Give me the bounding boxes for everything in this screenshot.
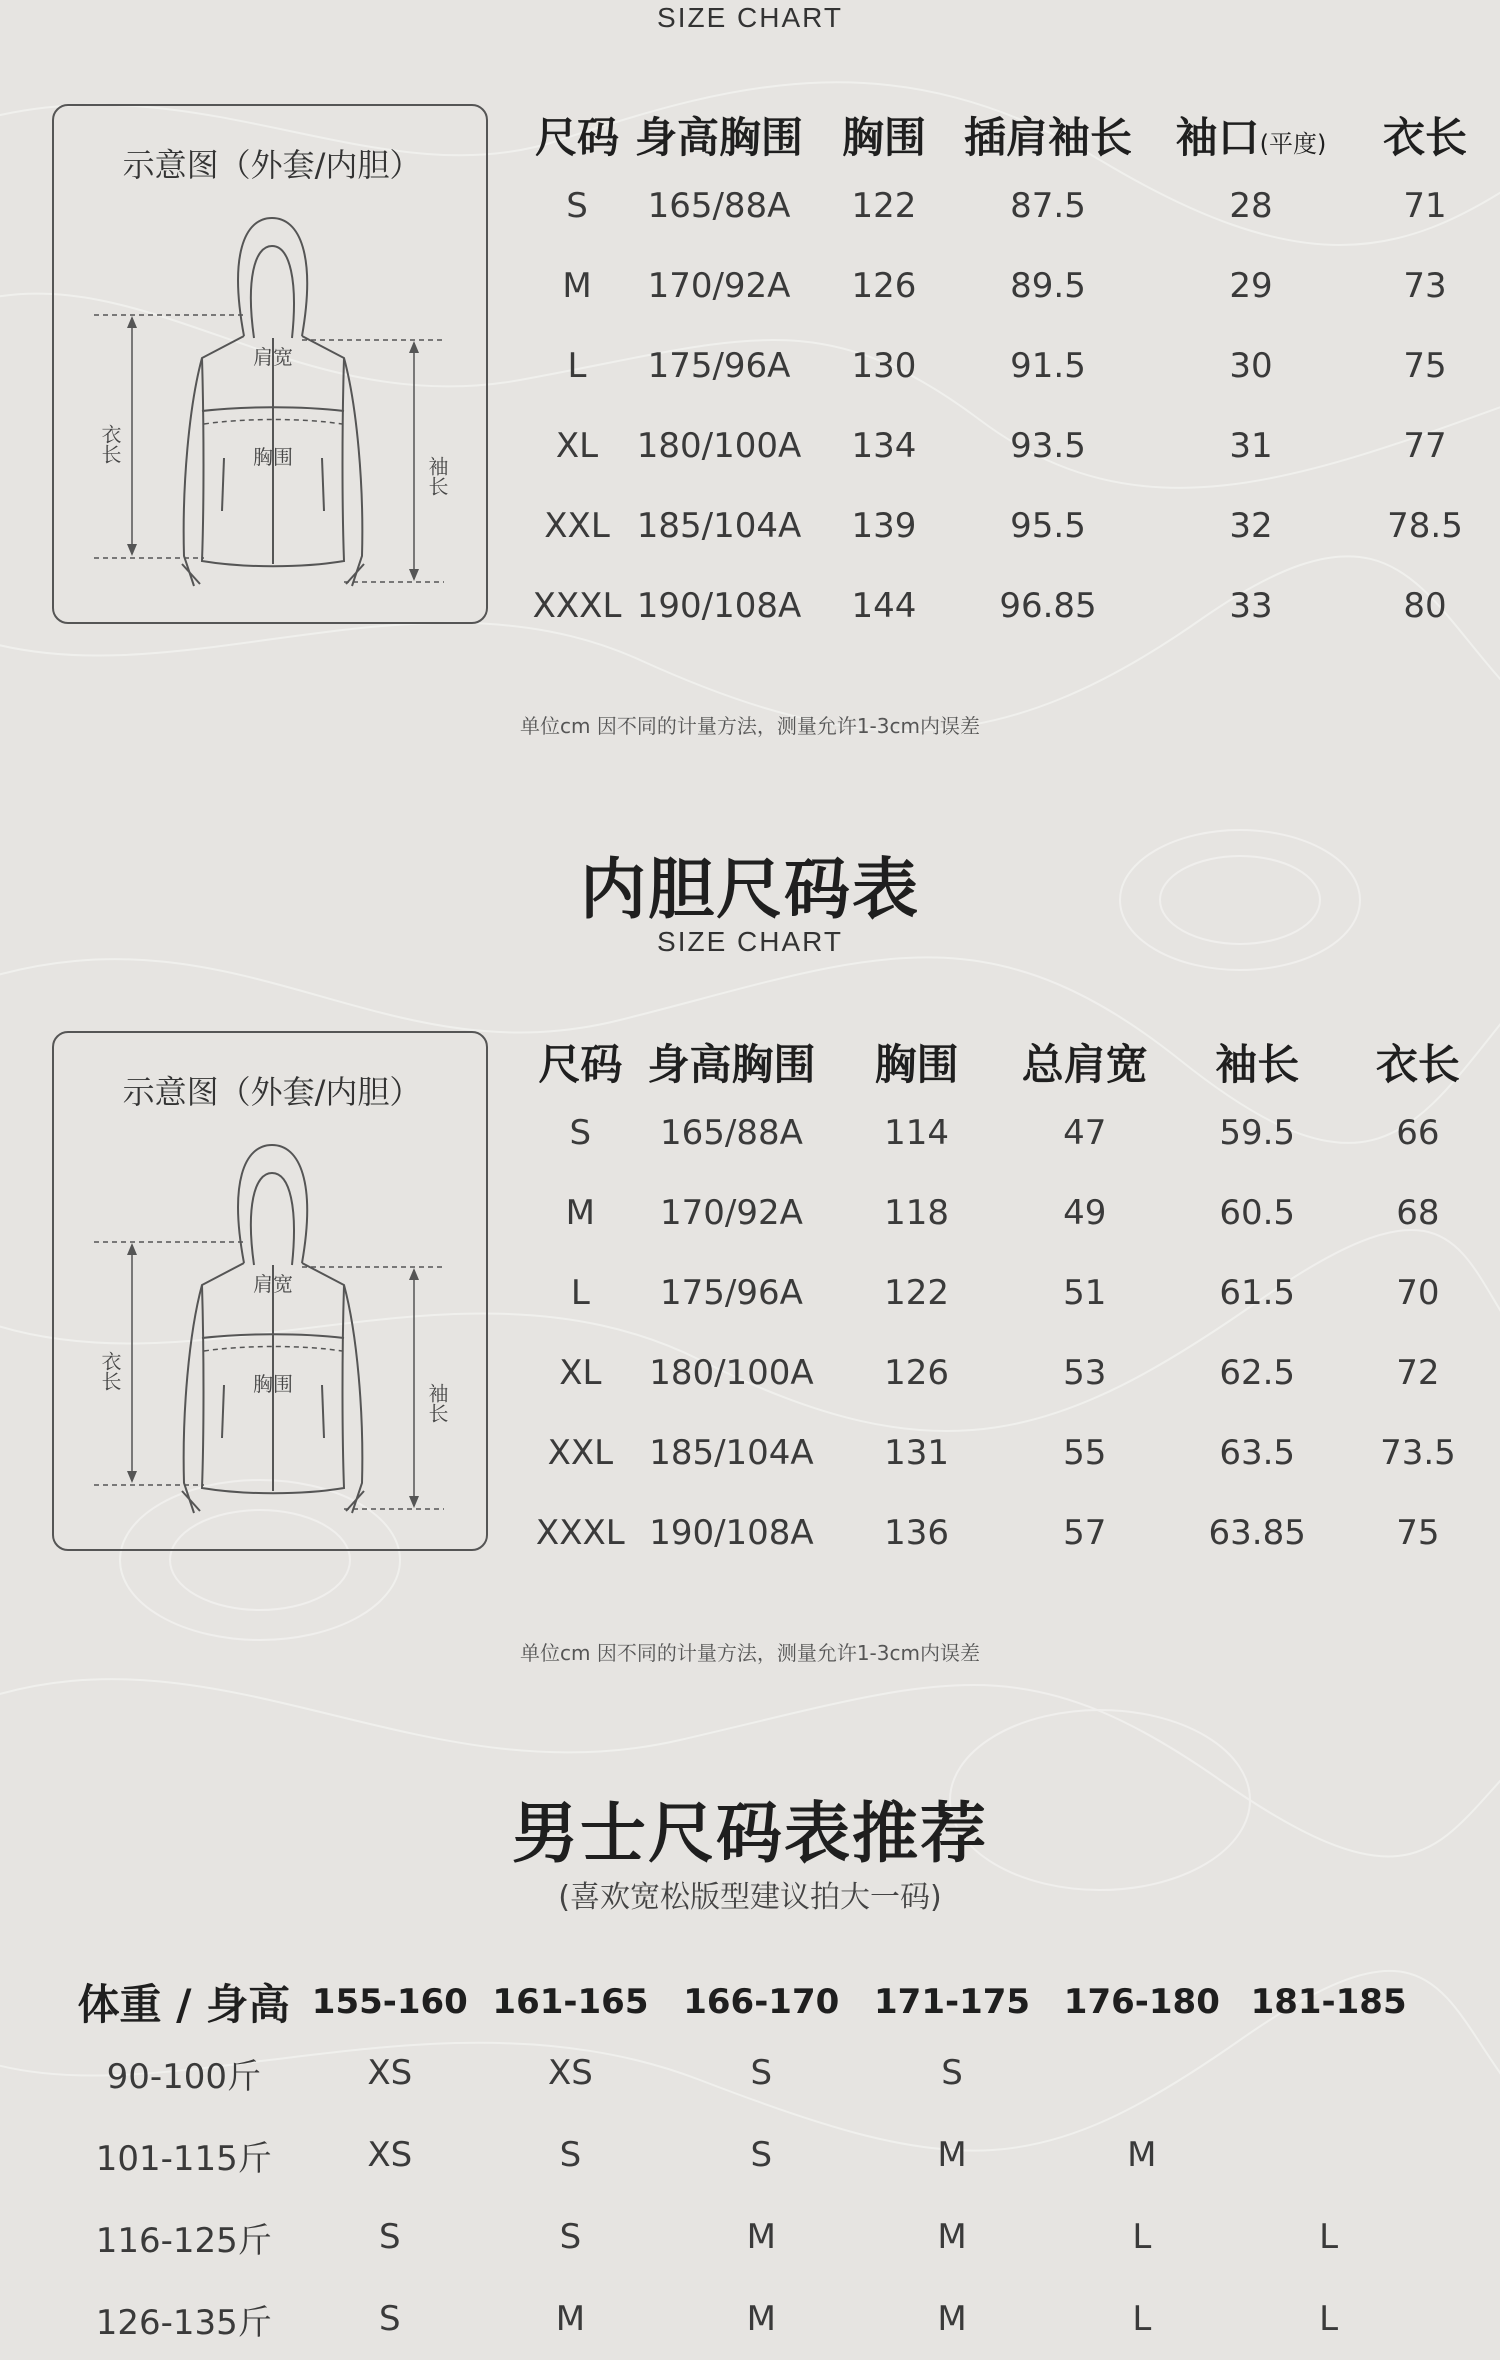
cell-size: M: [555, 2299, 586, 2339]
cell-size: XXL: [544, 506, 610, 546]
cell-size: S: [941, 2053, 963, 2093]
cell-length: 78.5: [1387, 506, 1463, 546]
inner-measurement-note: 单位cm 因不同的计量方法，测量允许1-3cm内误差: [520, 1641, 980, 1665]
cell-sleeve: 87.5: [1010, 186, 1086, 226]
length-label: 衣长: [98, 1351, 122, 1391]
inner-size-diagram: [52, 1031, 488, 1551]
table-row: [62, 2032, 1422, 2114]
cell-sleeve: 62.5: [1219, 1353, 1296, 1393]
table-row: [525, 1493, 1485, 1573]
header-length: 衣长: [1382, 113, 1467, 162]
header-chest: 胸围: [874, 1040, 959, 1089]
cell-chest: 130: [851, 346, 917, 386]
inner-size-chart-subtitle: SIZE CHART: [657, 926, 843, 957]
cell-chest: 122: [851, 186, 917, 226]
cell-shoulder: 47: [1063, 1113, 1107, 1153]
table-header-row: [525, 104, 1485, 166]
cell-length: 70: [1396, 1273, 1440, 1313]
cell-chest: 139: [851, 506, 917, 546]
cell-sleeve: 61.5: [1219, 1273, 1296, 1313]
outer-size-diagram: [52, 104, 488, 624]
cell-length: 68: [1396, 1193, 1440, 1233]
diagram-caption: 示意图（外套/内胆）: [122, 146, 422, 184]
cell-sleeve: 63.85: [1208, 1513, 1306, 1553]
cell-size: M: [1127, 2135, 1157, 2175]
table-row: [525, 1253, 1485, 1333]
table-row: [525, 566, 1485, 646]
header-height-range: 171-175: [874, 1982, 1031, 2022]
cell-chest: 144: [851, 586, 917, 626]
cell-height-chest: 165/88A: [647, 186, 791, 226]
table-row: [525, 1093, 1485, 1173]
cell-sleeve: 60.5: [1219, 1193, 1296, 1233]
cell-length: 66: [1396, 1113, 1440, 1153]
cell-height-chest: 180/100A: [649, 1353, 814, 1393]
header-height-chest: 身高胸围: [647, 1040, 816, 1089]
cell-height-chest: 175/96A: [660, 1273, 803, 1313]
cell-size: L: [570, 1273, 590, 1313]
cell-size: XS: [367, 2053, 413, 2093]
cell-size: S: [559, 2217, 582, 2257]
cell-size: S: [379, 2299, 401, 2339]
cell-weight: 116-125斤: [95, 2220, 272, 2261]
cell-height-chest: 185/104A: [636, 506, 802, 546]
cell-chest: 118: [884, 1193, 950, 1233]
inner-chart-title: 内胆尺码表: [580, 851, 920, 928]
cell-length: 77: [1403, 426, 1447, 466]
outer-measurement-note: 单位cm 因不同的计量方法，测量允许1-3cm内误差: [520, 714, 980, 738]
table-row: [525, 166, 1485, 246]
cell-size: XXXL: [532, 586, 622, 626]
inner-size-table: [525, 1031, 1485, 1573]
cell-size: S: [569, 1113, 592, 1153]
cell-chest: 122: [884, 1273, 950, 1313]
cell-sleeve: 89.5: [1010, 266, 1086, 306]
table-header-row: [525, 1031, 1485, 1093]
cell-height-chest: 180/100A: [636, 426, 802, 466]
cell-size: M: [937, 2217, 967, 2257]
cell-weight: 126-135斤: [95, 2302, 272, 2343]
shoulder-label: 肩宽: [253, 1272, 293, 1296]
cell-length: 80: [1403, 586, 1447, 626]
cell-length: 73: [1403, 266, 1447, 306]
cell-size: L: [1319, 2217, 1339, 2257]
cell-size: M: [937, 2135, 967, 2175]
header-sleeve: 袖长: [1215, 1040, 1300, 1089]
cell-weight: 90-100斤: [106, 2056, 261, 2097]
jacket-illustration: [54, 106, 490, 626]
cell-size: XS: [548, 2053, 593, 2093]
table-row: [525, 486, 1485, 566]
table-row: [62, 2196, 1422, 2278]
header-size: 尺码: [534, 113, 619, 162]
sleeve-label: 袖长: [425, 456, 449, 496]
cell-cuff: 29: [1229, 266, 1273, 306]
header-height-range: 166-170: [683, 1982, 840, 2022]
header-length: 衣长: [1375, 1040, 1460, 1089]
cell-cuff: 32: [1229, 506, 1273, 546]
cell-size: S: [379, 2217, 401, 2257]
cell-cuff: 33: [1229, 586, 1273, 626]
sleeve-label: 袖长: [425, 1383, 449, 1423]
cell-size: M: [565, 1193, 595, 1233]
cell-height-chest: 185/104A: [649, 1433, 814, 1473]
cell-size: S: [559, 2135, 582, 2175]
header-height-range: 155-160: [311, 1982, 468, 2022]
cell-size: S: [566, 186, 588, 226]
header-height-range: 161-165: [492, 1982, 649, 2022]
cell-chest: 134: [851, 426, 917, 466]
header-shoulder: 总肩宽: [1021, 1040, 1148, 1089]
table-row: [525, 246, 1485, 326]
cell-height-chest: 190/108A: [649, 1513, 814, 1553]
cell-size: L: [567, 346, 587, 386]
cell-size: M: [746, 2217, 776, 2257]
table-row: [525, 326, 1485, 406]
cell-shoulder: 55: [1063, 1433, 1107, 1473]
table-row: [525, 1413, 1485, 1493]
cell-cuff: 31: [1229, 426, 1273, 466]
cell-shoulder: 51: [1063, 1273, 1107, 1313]
cell-chest: 136: [884, 1513, 950, 1553]
cell-sleeve: 93.5: [1010, 426, 1086, 466]
cell-height-chest: 175/96A: [647, 346, 791, 386]
cell-size: S: [750, 2135, 773, 2175]
table-header-row: [62, 1972, 1422, 2032]
cell-length: 73.5: [1380, 1433, 1456, 1473]
cell-length: 75: [1403, 346, 1447, 386]
cell-shoulder: 53: [1063, 1353, 1107, 1393]
cell-size: XL: [555, 426, 599, 466]
cell-sleeve: 59.5: [1219, 1113, 1296, 1153]
cell-chest: 114: [884, 1113, 950, 1153]
table-row: [525, 1173, 1485, 1253]
men-recommendation-table: [62, 1972, 1422, 2360]
cell-chest: 126: [851, 266, 917, 306]
cell-sleeve: 95.5: [1010, 506, 1086, 546]
header-raglan-sleeve: 插肩袖长: [963, 113, 1132, 162]
cell-length: 75: [1396, 1513, 1440, 1553]
header-height-range: 181-185: [1250, 1982, 1407, 2022]
table-row: [525, 406, 1485, 486]
header-chest: 胸围: [841, 113, 926, 162]
cell-size: XS: [367, 2135, 413, 2175]
cell-height-chest: 170/92A: [660, 1193, 803, 1233]
chest-label: 胸围: [253, 445, 293, 469]
cell-size: M: [746, 2299, 776, 2339]
cell-size: [1048, 2032, 1235, 2114]
header-cuff: [1137, 104, 1365, 166]
jacket-illustration: [54, 1033, 490, 1553]
cell-shoulder: 57: [1063, 1513, 1107, 1553]
outer-size-table: [525, 104, 1485, 646]
cell-length: 71: [1403, 186, 1447, 226]
cell-size: XXL: [547, 1433, 614, 1473]
cell-size: L: [1132, 2217, 1152, 2257]
men-chart-subtitle: (喜欢宽松版型建议拍大一码): [558, 1880, 942, 1915]
header-weight-height: 体重 / 身高: [77, 1980, 291, 2029]
cell-length: 72: [1396, 1353, 1440, 1393]
table-row: [525, 1333, 1485, 1413]
header-height-range: 176-180: [1063, 1982, 1220, 2022]
table-row: [62, 2278, 1422, 2360]
diagram-caption: 示意图（外套/内胆）: [122, 1073, 422, 1111]
cell-shoulder: 49: [1063, 1193, 1107, 1233]
cell-size: L: [1132, 2299, 1152, 2339]
cell-size: XL: [559, 1353, 602, 1393]
cell-sleeve: 96.85: [999, 586, 1097, 626]
cell-size: S: [750, 2053, 773, 2093]
cell-size: [1235, 2114, 1422, 2196]
header-size: 尺码: [538, 1040, 623, 1089]
cell-chest: 131: [884, 1433, 950, 1473]
cell-cuff: 28: [1229, 186, 1273, 226]
cell-sleeve: 91.5: [1010, 346, 1086, 386]
shoulder-label: 肩宽: [253, 345, 293, 369]
cell-height-chest: 190/108A: [636, 586, 802, 626]
cell-size: M: [937, 2299, 967, 2339]
cell-weight: 101-115斤: [95, 2138, 272, 2179]
cell-cuff: 30: [1229, 346, 1273, 386]
men-chart-title: 男士尺码表推荐: [512, 1795, 988, 1872]
cell-size: L: [1319, 2299, 1339, 2339]
header-height-chest: 身高胸围: [634, 113, 803, 162]
cell-size: M: [562, 266, 592, 306]
cell-height-chest: 165/88A: [660, 1113, 803, 1153]
chest-label: 胸围: [253, 1372, 293, 1396]
cell-size: XXXL: [535, 1513, 625, 1553]
outer-size-chart-subtitle: SIZE CHART: [657, 2, 843, 33]
header-cuff-label: 袖口: [1175, 113, 1260, 162]
cell-height-chest: 170/92A: [647, 266, 791, 306]
header-cuff-note: (平度): [1259, 130, 1327, 158]
cell-chest: 126: [884, 1353, 950, 1393]
cell-sleeve: 63.5: [1219, 1433, 1296, 1473]
table-row: [62, 2114, 1422, 2196]
cell-size: [1235, 2032, 1422, 2114]
length-label: 衣长: [98, 424, 122, 464]
